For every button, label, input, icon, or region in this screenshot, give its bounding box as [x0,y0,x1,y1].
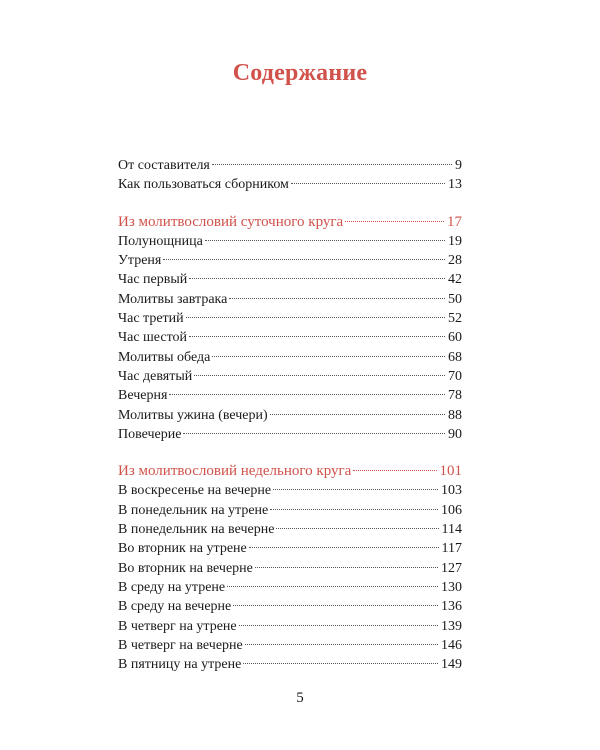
toc-entry-page-number: 130 [441,579,462,595]
dot-leader [205,240,445,241]
dot-leader [245,644,438,645]
toc-entry[interactable] [118,597,462,616]
toc-entry[interactable] [118,348,462,367]
toc-entry[interactable] [118,425,462,444]
toc-entry-label: Молитвы завтрака [118,291,228,307]
toc-entry-label: В среду на утрене [118,579,226,595]
toc-entry-label: В понедельник на вечерне [118,522,275,538]
toc-entry-label: Час шестой [118,330,188,346]
toc-entry-label: Полунощница [118,233,203,249]
dot-leader [273,489,438,490]
toc-entry-page-number: 90 [448,426,462,442]
dot-leader [169,394,445,395]
toc-entry-label: Во вторник на утрене [118,541,247,557]
toc-entry-page-number: 146 [441,637,462,653]
dot-leader [186,317,445,318]
toc-entry[interactable] [118,655,462,674]
toc-entry-label: Час первый [118,272,188,288]
toc-entry-page-number: 9 [455,158,462,173]
dot-leader [249,547,439,548]
toc-section-label: Из молитвословий суточного круга [118,213,344,230]
toc-section-label: Из молитвословий недельного круга [118,463,352,480]
toc-entry[interactable] [118,251,462,270]
page-number: 5 [296,690,304,706]
dot-leader [163,259,445,260]
toc-entry[interactable] [118,156,462,175]
toc-entry-label: Во вторник на вечерне [118,560,253,576]
toc-entry-label: Утреня [118,253,162,269]
toc-entry-page-number: 78 [448,388,462,404]
dot-leader [270,509,438,510]
toc-entry[interactable] [118,406,462,425]
toc-section-page-number: 101 [439,463,462,480]
toc-entry-label: В воскресенье на вечерне [118,483,272,499]
table-of-contents [118,156,462,674]
toc-entry[interactable] [118,367,462,386]
dot-leader [276,528,438,529]
toc-entry[interactable] [118,578,462,597]
toc-section-heading[interactable] [118,462,462,481]
dot-leader [227,586,438,587]
toc-group [118,156,462,195]
toc-entry-page-number: 127 [441,560,462,576]
toc-entry[interactable] [118,175,462,194]
toc-entry[interactable] [118,328,462,347]
toc-entry-label: В среду на вечерне [118,599,232,615]
toc-entry-label: В четверг на вечерне [118,637,243,653]
toc-section-page-number: 17 [447,213,462,230]
dot-leader [194,375,445,376]
toc-entry-page-number: 88 [448,407,462,423]
toc-entry[interactable] [118,617,462,636]
toc-entry[interactable] [118,232,462,251]
page-title: Содержание [232,60,368,86]
toc-entry[interactable] [118,270,462,289]
toc-entry-page-number: 19 [448,233,462,249]
toc-entry-label: Молитвы обеда [118,349,211,365]
toc-entry-page-number: 68 [448,349,462,365]
toc-entry[interactable] [118,636,462,655]
toc-entry-page-number: 50 [448,291,462,307]
dot-leader [243,663,438,664]
dot-leader [239,625,438,626]
dot-leader [345,221,444,222]
toc-entry-label: Повечерие [118,426,182,442]
toc-entry[interactable] [118,309,462,328]
toc-entry-page-number: 106 [441,502,462,518]
toc-entry-label: Вечерня [118,388,168,404]
dot-leader [270,414,445,415]
toc-entry-label: Молитвы ужина (вечери) [118,407,268,423]
toc-entry-label: Как пользоваться сборником [118,177,289,193]
dot-leader [212,356,445,357]
toc-group [118,213,462,445]
toc-entry-page-number: 136 [441,599,462,615]
toc-entry-page-number: 13 [448,177,462,193]
dot-leader [212,164,452,165]
toc-entry[interactable] [118,386,462,405]
toc-entry-page-number: 103 [441,483,462,499]
dot-leader [183,433,445,434]
toc-entry[interactable] [118,520,462,539]
toc-entry[interactable] [118,501,462,520]
dot-leader [229,298,445,299]
toc-entry[interactable] [118,539,462,558]
toc-entry-label: От составителя [118,158,210,173]
toc-entry[interactable] [118,559,462,578]
toc-entry-page-number: 117 [441,541,462,557]
toc-entry-label: Час третий [118,311,184,327]
toc-entry-label: В пятницу на утрене [118,657,242,673]
toc-entry-page-number: 52 [448,311,462,327]
toc-entry[interactable] [118,481,462,500]
toc-entry-label: Час девятый [118,368,193,384]
dot-leader [291,183,445,184]
toc-entry-page-number: 114 [441,522,462,538]
toc-entry-page-number: 139 [441,618,462,634]
toc-entry-page-number: 149 [441,657,462,673]
toc-entry[interactable] [118,290,462,309]
dot-leader [255,567,438,568]
toc-section-heading[interactable] [118,213,462,232]
toc-entry-page-number: 70 [448,368,462,384]
toc-entry-label: В четверг на утрене [118,618,237,634]
toc-entry-page-number: 42 [448,272,462,288]
dot-leader [189,336,445,337]
toc-entry-label: В понедельник на утрене [118,502,269,518]
toc-group [118,462,462,674]
toc-entry-page-number: 60 [448,330,462,346]
dot-leader [353,470,436,471]
toc-entry-page-number: 28 [448,253,462,269]
dot-leader [189,278,445,279]
dot-leader [233,605,438,606]
